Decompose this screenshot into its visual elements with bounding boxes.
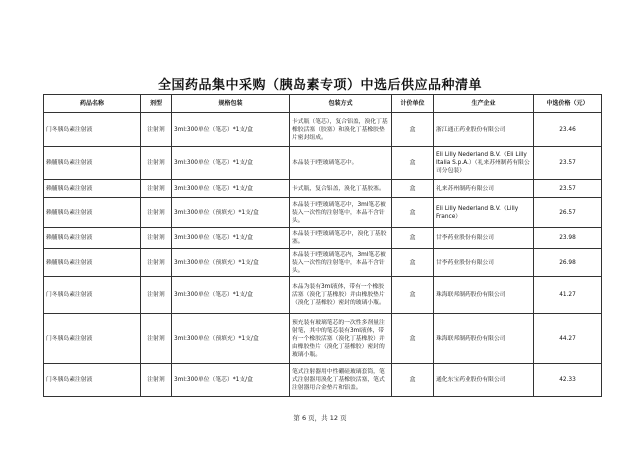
table-row (44, 364, 602, 397)
table-row (44, 314, 602, 364)
page-number-footer: 第 6 页，共 12 页 (293, 414, 347, 422)
cell-dosage-form: 注射剂 (141, 314, 172, 364)
cell-price: 26.57 (534, 198, 602, 228)
cell-manufacturer: 礼来苏州制药有限公司 (434, 180, 534, 198)
document-title: 全国药品集中采购（胰岛素专项）中选后供应品种清单 (157, 78, 482, 93)
cell-unit: 盒 (392, 147, 434, 180)
cell-spec: 3ml:300单位（预填充）*1支/盒 (172, 314, 290, 364)
cell-price: 41.27 (534, 277, 602, 314)
cell-drug-name: 门冬胰岛素注射液 (44, 364, 141, 397)
cell-packaging: 本品为装有3ml液体，带有一个橡胶活塞（溴化丁基橡胶）并由橡胶垫片（溴化丁基橡胶）密封的玻璃小瓶。 (290, 277, 392, 314)
cell-drug-name: 赖脯胰岛素注射液 (44, 249, 141, 277)
cell-spec: 3ml:300单位（笔芯）*1支/盒 (172, 228, 290, 249)
col-header-dosage-form: 剂型 (141, 95, 172, 113)
cell-dosage-form: 注射剂 (141, 228, 172, 249)
cell-unit: 盒 (392, 180, 434, 198)
cell-unit: 盒 (392, 228, 434, 249)
col-header-manufacturer: 生产企业 (434, 95, 534, 113)
cell-unit: 盒 (392, 314, 434, 364)
table-row (44, 113, 602, 147)
cell-drug-name: 赖脯胰岛素注射液 (44, 180, 141, 198)
cell-spec: 3ml:300单位（笔芯）*1支/盒 (172, 180, 290, 198)
cell-drug-name: 门冬胰岛素注射液 (44, 314, 141, 364)
cell-manufacturer: 珠海联邦制药股份有限公司 (434, 277, 534, 314)
cell-spec: 3ml:300单位（预填充）*1支/盒 (172, 249, 290, 277)
cell-packaging: 笔式注射器用中性硼硅玻璃套筒，笔式注射器用溴化丁基橡胶活塞，笔式注射器用合金垫片和铝盖。 (290, 364, 392, 397)
cell-packaging: 本品装于Ⅰ型玻璃笔芯中，3ml笔芯被装入一次性的注射笔中，本品不含针头。 (290, 198, 392, 228)
cell-dosage-form: 注射剂 (141, 249, 172, 277)
table-row (44, 147, 602, 180)
table-row (44, 180, 602, 198)
cell-spec: 3ml:300单位（笔芯）*1支/盒 (172, 147, 290, 180)
cell-dosage-form: 注射剂 (141, 277, 172, 314)
table-row (44, 228, 602, 249)
cell-packaging: 卡式瓶，复合铝盖，溴化丁基胶塞。 (290, 180, 392, 198)
cell-unit: 盒 (392, 249, 434, 277)
procurement-table (43, 94, 602, 397)
col-header-price: 中选价格（元） (534, 95, 602, 113)
table-row (44, 198, 602, 228)
cell-packaging: 本品装于Ⅰ型玻璃笔芯内，3ml笔芯被装入一次性的注射笔中，本品不含针头。 (290, 249, 392, 277)
cell-packaging: 本品装于Ⅰ型玻璃笔芯中。 (290, 147, 392, 180)
cell-drug-name: 门冬胰岛素注射液 (44, 113, 141, 147)
cell-packaging: 卡式瓶（笔芯），复合铝盖，溴化丁基橡胶活塞（胶塞）和溴化丁基橡胶垫片密封组成。 (290, 113, 392, 147)
cell-dosage-form: 注射剂 (141, 113, 172, 147)
cell-spec: 3ml:300单位（笔芯）*1支/盒 (172, 113, 290, 147)
cell-unit: 盒 (392, 113, 434, 147)
cell-drug-name: 赖脯胰岛素注射液 (44, 147, 141, 180)
cell-manufacturer: 甘李药业股份有限公司 (434, 228, 534, 249)
col-header-unit: 计价单位 (392, 95, 434, 113)
cell-drug-name: 门冬胰岛素注射液 (44, 277, 141, 314)
cell-price: 44.27 (534, 314, 602, 364)
cell-manufacturer: 甘李药业股份有限公司 (434, 249, 534, 277)
col-header-drug-name: 药品名称 (44, 95, 141, 113)
cell-dosage-form: 注射剂 (141, 147, 172, 180)
cell-dosage-form: 注射剂 (141, 364, 172, 397)
table-row (44, 249, 602, 277)
cell-drug-name: 赖脯胰岛素注射液 (44, 228, 141, 249)
cell-manufacturer: Eli Lilly Nederland B.V.（Eli Lilly Italia S.p.A.）（礼来苏州制药有限公司分包装） (434, 147, 534, 180)
col-header-spec: 规格包装 (172, 95, 290, 113)
cell-manufacturer: 珠海联邦制药股份有限公司 (434, 314, 534, 364)
cell-dosage-form: 注射剂 (141, 198, 172, 228)
cell-drug-name: 赖脯胰岛素注射液 (44, 198, 141, 228)
cell-unit: 盒 (392, 277, 434, 314)
cell-price: 23.46 (534, 113, 602, 147)
cell-dosage-form: 注射剂 (141, 180, 172, 198)
cell-price: 23.98 (534, 228, 602, 249)
cell-packaging: 预充装有玻璃笔芯的一次性多剂量注射笔，其中的笔芯装有3ml液体，带有一个橡胶活塞（溴化丁基橡胶）并由橡胶垫片（溴化丁基橡胶）密封的玻璃小瓶。 (290, 314, 392, 364)
table-header-row (44, 95, 602, 113)
cell-price: 42.33 (534, 364, 602, 397)
cell-manufacturer: Eli Lilly Nederland B.V.（Lilly France） (434, 198, 534, 228)
cell-manufacturer: 浙江通正药业股份有限公司 (434, 113, 534, 147)
cell-packaging: 本品装于Ⅰ型玻璃笔芯中，溴化丁基胶塞。 (290, 228, 392, 249)
col-header-packaging: 包装方式 (290, 95, 392, 113)
cell-spec: 3ml:300单位（笔芯）*1支/盒 (172, 277, 290, 314)
table-row (44, 277, 602, 314)
cell-spec: 3ml:300单位（预填充）*1支/盒 (172, 198, 290, 228)
cell-unit: 盒 (392, 364, 434, 397)
cell-price: 26.98 (534, 249, 602, 277)
cell-unit: 盒 (392, 198, 434, 228)
cell-price: 23.57 (534, 147, 602, 180)
cell-spec: 3ml:300单位（笔芯）*1支/盒 (172, 364, 290, 397)
cell-manufacturer: 通化东宝药业股份有限公司 (434, 364, 534, 397)
cell-price: 23.57 (534, 180, 602, 198)
